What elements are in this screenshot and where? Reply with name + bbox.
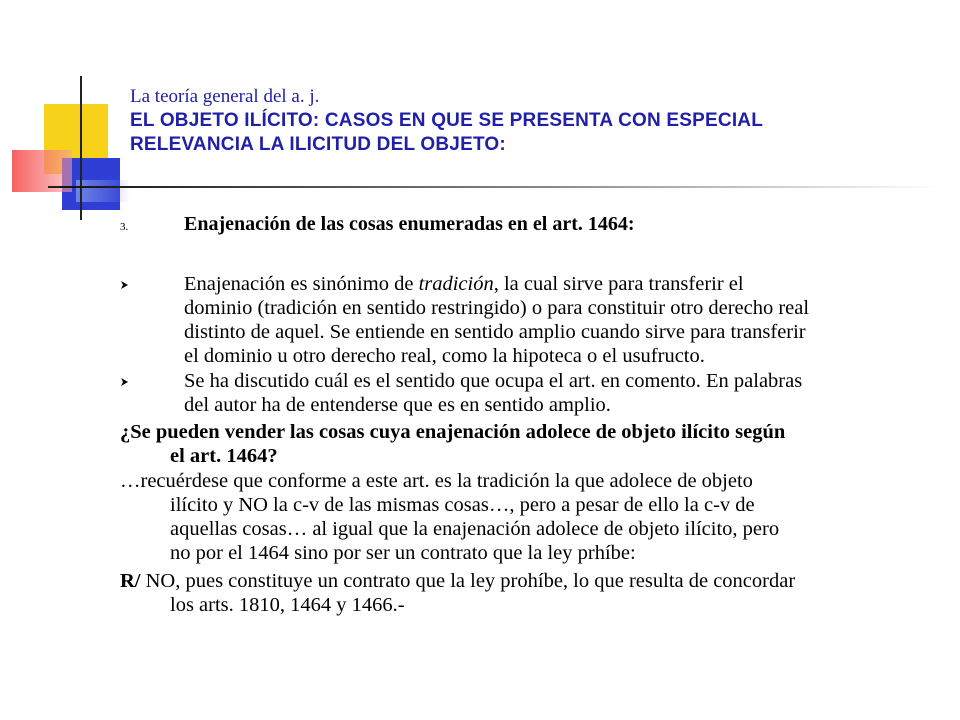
arrow-bullet-icon bbox=[120, 280, 130, 290]
decorative-blue-fade bbox=[76, 180, 130, 202]
bullet-paragraph-2 bbox=[184, 369, 924, 417]
title-divider bbox=[60, 186, 940, 188]
title-main-line-2: RELEVANCIA LA ILICITUD DEL OBJETO: bbox=[130, 134, 506, 155]
question-line-2: el art. 1464? bbox=[170, 445, 278, 467]
question-line-1: ¿Se pueden vender las cosas cuya enajenación adolece de objeto ilícito según bbox=[120, 421, 786, 443]
explanation-line-4: no por el 1464 sino por ser un contrato que la ley prhíbe: bbox=[170, 542, 636, 564]
title-main-line-1: EL OBJETO ILÍCITO: CASOS EN QUE SE PRESENTA CON ESPECIAL bbox=[130, 110, 764, 131]
question-paragraph bbox=[120, 420, 932, 468]
bullet-1-line-3: distinto de aquel. Se entiende en sentido amplio cuando sirve para transferir bbox=[184, 321, 806, 343]
slide-title bbox=[130, 85, 930, 157]
arrow-bullet-icon bbox=[120, 377, 130, 387]
answer-line-2: los arts. 1810, 1464 y 1466.- bbox=[170, 594, 405, 616]
answer-prefix: R/ bbox=[120, 570, 141, 592]
answer-paragraph bbox=[120, 569, 932, 617]
bullet-1-line-2: dominio (tradición en sentido restringido) o para constituir otro derecho real bbox=[184, 297, 810, 319]
decorative-vertical-line bbox=[80, 76, 82, 220]
section-number: 3. bbox=[120, 221, 129, 233]
answer-line-1: R/ NO, pues constituye un contrato que la ley prohíbe, lo que resulta de concordar bbox=[120, 570, 796, 592]
section-heading: Enajenación de las cosas enumeradas en el art. 1464: bbox=[184, 213, 635, 235]
italic-term: tradición bbox=[418, 273, 494, 295]
bullet-1-line-1: Enajenación es sinónimo de tradición, la cual sirve para transferir el bbox=[184, 273, 744, 295]
bullet-2-line-2: del autor ha de entenderse que es en sentido amplio. bbox=[184, 394, 611, 416]
explanation-paragraph bbox=[120, 469, 932, 565]
bullet-paragraph-1 bbox=[184, 272, 924, 368]
explanation-line-3: aquellas cosas… al igual que la enajenación adolece de objeto ilícito, pero bbox=[170, 518, 780, 540]
explanation-line-1: …recuérdese que conforme a este art. es la tradición la que adolece de objeto bbox=[120, 470, 753, 492]
title-subject: La teoría general del a. j. bbox=[130, 86, 320, 107]
bullet-2-line-1: Se ha discutido cuál es el sentido que ocupa el art. en comento. En palabras bbox=[184, 370, 803, 392]
explanation-line-2: ilícito y NO la c-v de las mismas cosas…, pero a pesar de ello la c-v de bbox=[170, 494, 755, 516]
bullet-1-line-4: el dominio u otro derecho real, como la hipoteca o el usufructo. bbox=[184, 345, 705, 367]
